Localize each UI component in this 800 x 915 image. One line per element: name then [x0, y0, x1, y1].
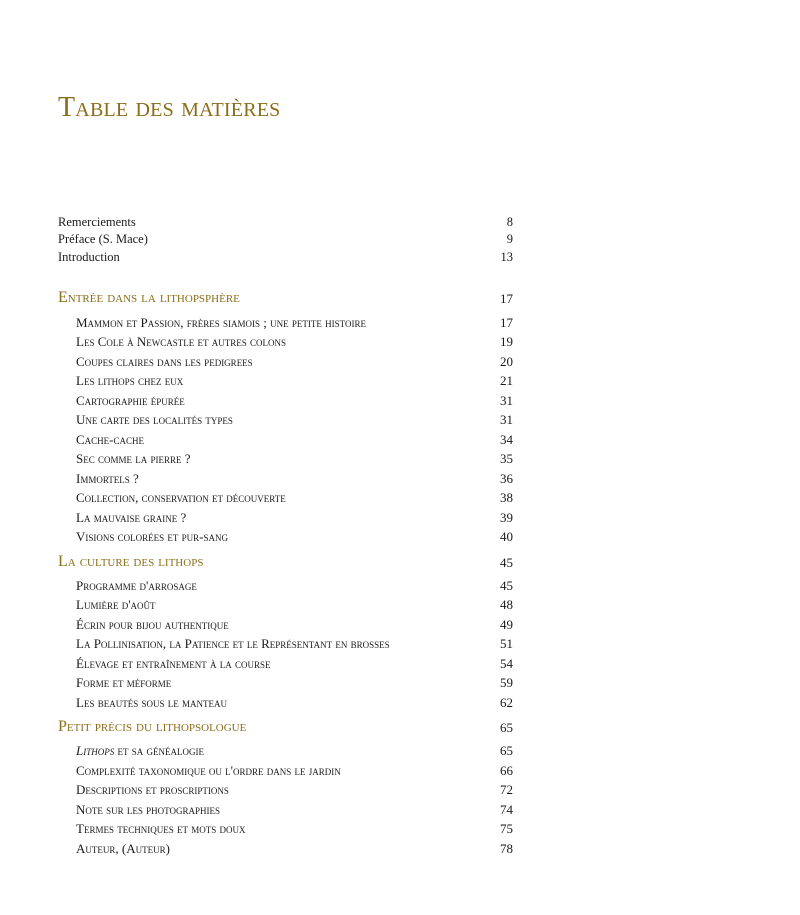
toc-entry-label: Complexité taxonomique ou l'ordre dans le jardin	[76, 763, 341, 778]
toc-entry-page: 48	[500, 597, 513, 612]
toc-entry[interactable]	[0, 510, 800, 528]
toc-entry-label: Écrin pour bijou authentique	[76, 617, 229, 632]
toc-entry-label: Mammon et Passion, frères siamois ; une petite histoire	[76, 315, 366, 330]
toc-entry-label-rest: et sa généalogie	[114, 743, 204, 758]
toc-entry-page: 9	[506, 232, 513, 246]
toc-entry-label: Descriptions et proscriptions	[76, 782, 229, 797]
toc-entry-page: 62	[500, 695, 513, 710]
toc-entry-label: La Pollinisation, la Patience et le Représentant en brosses	[76, 636, 390, 651]
toc-entry-remerciements[interactable]	[0, 215, 800, 233]
toc-section-page: 65	[500, 720, 513, 735]
toc-entry-preface[interactable]	[0, 232, 800, 250]
toc-entry[interactable]	[0, 412, 800, 430]
toc-entry[interactable]	[0, 373, 800, 391]
toc-entry-page: 78	[500, 841, 513, 856]
toc-entry[interactable]	[0, 597, 800, 615]
toc-entry-page: 72	[500, 782, 513, 797]
toc-entry[interactable]	[0, 821, 800, 839]
toc-entry-page: 20	[500, 354, 513, 369]
toc-entry-page: 36	[500, 471, 513, 486]
toc-section-2[interactable]	[0, 553, 800, 571]
toc-entry-label: Préface (S. Mace)	[58, 232, 148, 246]
toc-section-title: La culture des lithops	[58, 553, 204, 570]
toc-entry-label: Collection, conservation et découverte	[76, 490, 286, 505]
toc-entry-label: Immortels ?	[76, 471, 139, 486]
toc-entry-page: 38	[500, 490, 513, 505]
toc-entry[interactable]	[0, 490, 800, 508]
toc-entry-label: La mauvaise graine ?	[76, 510, 187, 525]
toc-entry-label: Cartographie épurée	[76, 393, 185, 408]
toc-entry-label: Les beautés sous le manteau	[76, 695, 227, 710]
toc-entry-page: 65	[500, 743, 513, 758]
toc-entry-page: 74	[500, 802, 513, 817]
toc-section-page: 45	[500, 555, 513, 570]
toc-entry-page: 34	[500, 432, 513, 447]
toc-entry[interactable]	[0, 675, 800, 693]
toc-entry-label: Cache-cache	[76, 432, 145, 447]
toc-entry-label: Sec comme la pierre ?	[76, 451, 191, 466]
toc-entry-page: 31	[500, 412, 513, 427]
toc-entry-page: 51	[500, 636, 513, 651]
toc-section-3[interactable]	[0, 718, 800, 736]
toc-entry-introduction[interactable]	[0, 250, 800, 268]
toc-entry[interactable]	[0, 782, 800, 800]
toc-entry[interactable]	[0, 841, 800, 859]
toc-entry-label: Introduction	[58, 250, 120, 264]
toc-entry[interactable]	[0, 315, 800, 333]
toc-entry-label: Programme d'arrosage	[76, 578, 197, 593]
toc-entry[interactable]	[0, 393, 800, 411]
toc-entry-label	[76, 743, 204, 759]
toc-entry-label: Remerciements	[58, 215, 136, 229]
toc-entry-label: Les Cole à Newcastle et autres colons	[76, 334, 286, 349]
toc-entry-label: Visions colorées et pur-sang	[76, 529, 228, 544]
toc-entry-page: 39	[500, 510, 513, 525]
toc-entry[interactable]	[0, 656, 800, 674]
toc-entry[interactable]	[0, 802, 800, 820]
toc-entry[interactable]	[0, 471, 800, 489]
toc-section-1[interactable]	[0, 289, 800, 307]
toc-entry-page: 75	[500, 821, 513, 836]
toc-entry-page: 35	[500, 451, 513, 466]
toc-entry-label: Coupes claires dans les pedigrees	[76, 354, 253, 369]
toc-entry-label: Note sur les photographies	[76, 802, 220, 817]
toc-entry[interactable]	[0, 578, 800, 596]
toc-entry-label: Forme et méforme	[76, 675, 172, 690]
toc-entry-page: 40	[500, 529, 513, 544]
toc-entry[interactable]	[0, 354, 800, 372]
toc-entry-label-italic: Lithops	[76, 743, 115, 758]
toc-entry[interactable]	[0, 743, 800, 761]
toc-entry[interactable]	[0, 451, 800, 469]
toc-entry-page: 66	[500, 763, 513, 778]
toc-entry-label: Termes techniques et mots doux	[76, 821, 246, 836]
toc-entry-page: 8	[506, 215, 513, 229]
toc-section-page: 17	[500, 291, 513, 306]
toc-entry[interactable]	[0, 529, 800, 547]
toc-entry-page: 17	[500, 315, 513, 330]
toc-entry-label: Auteur, (Auteur)	[76, 841, 170, 856]
toc-entry[interactable]	[0, 695, 800, 713]
toc-entry-page: 49	[500, 617, 513, 632]
toc-entry-page: 31	[500, 393, 513, 408]
toc-entry[interactable]	[0, 432, 800, 450]
page-title: Table des matières	[58, 92, 281, 123]
toc-entry[interactable]	[0, 763, 800, 781]
toc-entry[interactable]	[0, 636, 800, 654]
toc-entry-label: Une carte des localités types	[76, 412, 233, 427]
toc-entry-page: 45	[500, 578, 513, 593]
toc-entry-page: 19	[500, 334, 513, 349]
toc-entry-page: 13	[500, 250, 513, 264]
toc-entry-label: Lumière d'août	[76, 597, 156, 612]
toc-entry-label: Les lithops chez eux	[76, 373, 184, 388]
toc-entry[interactable]	[0, 334, 800, 352]
toc-entry-label: Élevage et entraînement à la course	[76, 656, 271, 671]
toc-entry-page: 59	[500, 675, 513, 690]
toc-section-title: Entrée dans la lithopsphère	[58, 289, 240, 306]
toc-entry-page: 54	[500, 656, 513, 671]
toc-section-title: Petit précis du lithopsologue	[58, 718, 247, 735]
toc-entry[interactable]	[0, 617, 800, 635]
toc-entry-page: 21	[500, 373, 513, 388]
